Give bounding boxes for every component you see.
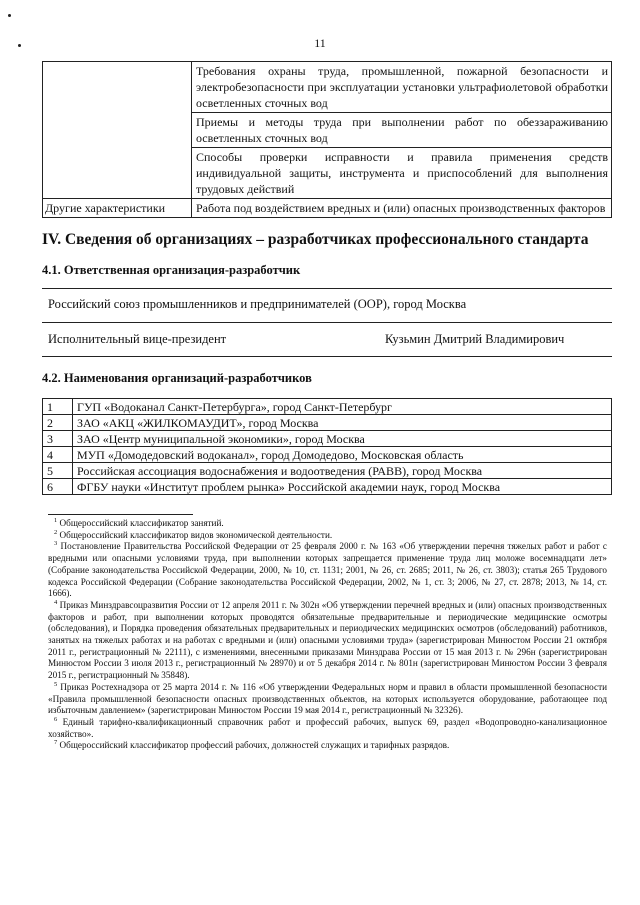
row-number: 6 — [43, 479, 73, 495]
footnote — [48, 530, 607, 542]
footnote-text: Приказ Ростехнадзора от 25 марта 2014 г. № 116 «Об утверждении Федеральных норм и правил в области промышленной безопасности «Правила промышленной безопасности опасных производственных объектов, на которых используется оборудование, работающее под избыточным давлением» (зарегистрирован Минюстом России 19 мая 2014 г., регистрационный № 32326). — [48, 681, 608, 716]
footnote-number: 5 — [54, 680, 58, 688]
footnote-number: 1 — [54, 516, 58, 524]
table-cell-text: Требования охраны труда, промышленной, пожарной безопасности и электробезопасности при эксплуатации установки ультрафиолетовой обработки осветленных сточных вод — [192, 62, 612, 113]
footnote-separator — [48, 514, 193, 515]
signatory-name: Кузьмин Дмитрий Владимирович — [385, 332, 565, 346]
footnote — [48, 518, 607, 530]
signatory-position: Исполнительный вице-президент — [48, 332, 227, 346]
table-row — [43, 479, 612, 495]
table-cell-text: Приемы и методы труда при выполнении работ по обеззараживанию осветленных сточных вод — [192, 113, 612, 148]
footnote-number: 4 — [54, 598, 58, 606]
footnotes — [48, 518, 607, 752]
organization-name: МУП «Домодедовский водоканал», город Домодедово, Московская область — [73, 447, 612, 463]
table-row — [43, 148, 612, 199]
section-heading: IV. Сведения об организациях – разработчиках профессионального стандарта — [42, 231, 589, 248]
table-row — [43, 399, 612, 415]
divider — [42, 322, 612, 323]
footnote-number: 2 — [54, 528, 58, 536]
table-row — [43, 113, 612, 148]
organization-name: ГУП «Водоканал Санкт-Петербурга», город Санкт-Петербург — [73, 399, 612, 415]
footnote-text: Общероссийский классификатор профессий рабочих, должностей служащих и тарифных разрядов. — [59, 740, 450, 751]
scan-mark-top — [8, 14, 11, 17]
footnote-number: 3 — [54, 540, 58, 548]
developers-table — [42, 398, 612, 495]
page-number: 11 — [314, 36, 326, 50]
divider — [42, 288, 612, 289]
organization-name: ФГБУ науки «Институт проблем рынка» Российской академии наук, город Москва — [73, 479, 612, 495]
table-row — [43, 431, 612, 447]
footnote-text: Постановление Правительства Российской Федерации от 25 февраля 2000 г. № 163 «Об утверждении перечня тяжелых работ и работ с вредными или опасными условиями труда, при выполнении которых запрещается применение труда лиц моложе восемнадцати лет» (Собрание законодательства Российской Федерации, 2000, № 10, ст. 1131; 2001, № 26, ст. 2685; 2011, № 26, ст. 3803); статья 265 Трудового кодекса Российской Федерации (Собрание законодательства Российской Федерации, 2002, № 1, ст. 3; 2006, № 27, ст. 2878; 2013, № 14, ст. 1666). — [48, 541, 607, 599]
table-cell-label — [43, 148, 192, 199]
table-cell-text: Способы проверки исправности и правила применения средств индивидуальной защиты, инструмента и приспособлений для выполнения трудовых действий — [192, 148, 612, 199]
responsible-organization: Российский союз промышленников и предпринимателей (ООР), город Москва — [48, 297, 467, 311]
footnote-text: Приказ Минздравсоцразвития России от 12 апреля 2011 г. № 302н «Об утверждении перечней вредных и (или) опасных производственных факторов и работ, при выполнении которых проводятся обязательные предварительные и периодические медицинские осмотры (обследования), и Порядка проведения обязательных предварительных и периодических медицинских осмотров (обследований) работников, занятых на тяжелых работах и на работах с вредными и (или) опасными условиями труда» (зарегистрирован Минюстом России 21 октября 2011 г., регистрационный № 22111), с изменениями, внесенными приказами Минздрава России от 15 мая 2013 г. № 296н (зарегистрирован Минюстом России 3 июля 2013 г., регистрационный № 28970) и от 5 декабря 2014 г. № 801н (зарегистрирован Минюстом России 3 февраля 2015 г., регистрационный № 35848). — [48, 599, 607, 681]
subsection-heading-developers: 4.2. Наименования организаций-разработчиков — [42, 371, 312, 385]
table-cell-label — [43, 113, 192, 148]
subsection-heading-responsible: 4.1. Ответственная организация-разработчик — [42, 263, 301, 277]
footnote — [48, 682, 607, 717]
footnote — [48, 541, 607, 600]
footnote — [48, 600, 607, 682]
row-number: 2 — [43, 415, 73, 431]
table-row — [43, 463, 612, 479]
footnote-text: Единый тарифно-квалификационный справочник работ и профессий рабочих, выпуск 69, раздел «Водопроводно-канализационное хозяйство». — [48, 716, 608, 739]
table-cell-text: Работа под воздействием вредных и (или) опасных производственных факторов — [192, 199, 612, 218]
table-cell-label — [43, 62, 192, 113]
divider — [42, 356, 612, 357]
row-number: 3 — [43, 431, 73, 447]
footnote-text: Общероссийский классификатор занятий. — [59, 518, 224, 528]
footnote — [48, 717, 607, 740]
table-row — [43, 199, 612, 218]
row-number: 1 — [43, 399, 73, 415]
table-row — [43, 415, 612, 431]
footnote-text: Общероссийский классификатор видов экономической деятельности. — [59, 529, 333, 540]
organization-name: ЗАО «Центр муниципальной экономики», город Москва — [73, 431, 612, 447]
table-row — [43, 62, 612, 113]
row-number: 5 — [43, 463, 73, 479]
table-row — [43, 447, 612, 463]
row-number: 4 — [43, 447, 73, 463]
footnote — [48, 740, 607, 752]
footnote-number: 6 — [54, 715, 58, 723]
footnote-number: 7 — [54, 739, 58, 747]
characteristics-table — [42, 61, 612, 218]
table-cell-label: Другие характеристики — [43, 199, 192, 218]
organization-name: Российская ассоциация водоснабжения и водоотведения (РАВВ), город Москва — [73, 463, 612, 479]
organization-name: ЗАО «АКЦ «ЖИЛКОМАУДИТ», город Москва — [73, 415, 612, 431]
